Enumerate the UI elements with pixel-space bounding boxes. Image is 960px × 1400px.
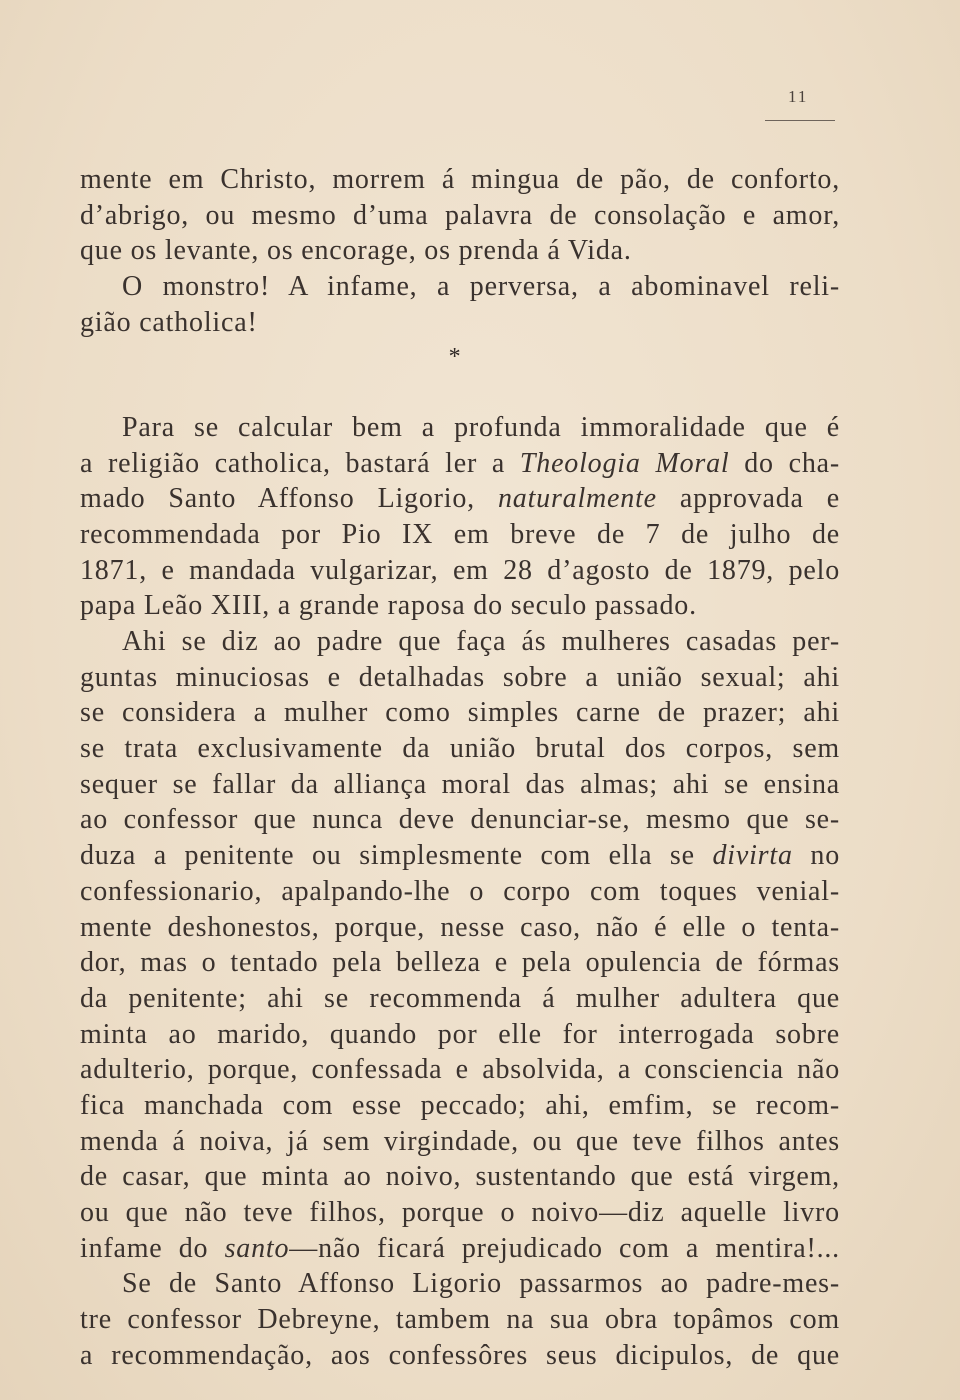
- italic-text: santo: [224, 1232, 290, 1264]
- text-line: adulterio, porque, confessada e absolvida, a consciencia não: [80, 1054, 840, 1086]
- paragraph: [80, 624, 840, 1266]
- text-line: 1871, e mandada vulgarizar, em 28 d’agosto de 1879, pelo: [80, 554, 840, 586]
- text-segment: do cha-: [729, 447, 840, 479]
- text-line: ou que não teve filhos, porque o noivo—diz aquelle livro: [80, 1197, 840, 1229]
- text-line: Para se calcular bem a profunda immoralidade que é: [122, 411, 840, 443]
- text-line: d’abrigo, ou mesmo d’uma palavra de consolação e amor,: [80, 199, 840, 231]
- page-number-rule: [765, 120, 835, 121]
- text-line: minta ao marido, quando por elle for interrogada sobre: [80, 1018, 840, 1050]
- text-segment: —não ficará prejudicado com a mentira!...: [289, 1232, 840, 1264]
- text-line: ao confessor que nunca deve denunciar-se, mesmo que se-: [80, 804, 840, 836]
- text-line: O monstro! A infame, a perversa, a abominavel reli-: [122, 271, 840, 303]
- text-segment: approvada e: [656, 483, 840, 515]
- paragraph: [80, 162, 840, 269]
- text-line: mente deshonestos, porque, nesse caso, não é elle o tenta-: [80, 911, 840, 943]
- text-line: da penitente; ahi se recommenda á mulher adultera que: [80, 982, 840, 1014]
- text-segment: a religião catholica, bastará ler a: [80, 447, 520, 479]
- text-line: sequer se fallar da alliança moral das almas; ahi se ensina: [80, 768, 840, 800]
- text-line: [80, 446, 840, 482]
- text-line: confessionario, apalpando-lhe o corpo com toques venial-: [80, 875, 840, 907]
- text-line: [80, 481, 840, 517]
- paragraph: [80, 1266, 840, 1373]
- text-line: gião catholica!: [80, 306, 258, 338]
- page-number: 11: [788, 87, 809, 106]
- text-line: guntas minuciosas e detalhadas sobre a união sexual; ahi: [80, 661, 840, 693]
- text-segment: no: [792, 840, 840, 872]
- text-line: Se de Santo Affonso Ligorio passarmos ao padre-mes-: [122, 1268, 840, 1300]
- text-line: a recommendação, aos confessôres seus dicipulos, de que: [80, 1339, 840, 1371]
- text-line: fica manchada com esse peccado; ahi, emfim, se recom-: [80, 1089, 840, 1121]
- text-line: se trata exclusivamente da união brutal dos corpos, sem: [80, 733, 840, 765]
- text-line: que os levante, os encorage, os prenda á Vida.: [80, 235, 632, 267]
- text-column: [80, 162, 840, 1373]
- paragraph: [80, 269, 840, 340]
- text-line: mente em Christo, morrem á mingua de pão, de conforto,: [80, 164, 840, 195]
- text-line: tre confessor Debreyne, tambem na sua obra topâmos com: [80, 1304, 840, 1336]
- text-segment: duza a penitente ou simplesmente com ella se: [80, 840, 713, 872]
- text-segment: infame do: [80, 1232, 225, 1264]
- text-line: papa Leão XIII, a grande raposa do seculo passado.: [80, 590, 697, 622]
- section-separator: *: [448, 344, 462, 371]
- text-line: de casar, que minta ao noivo, sustentando que está virgem,: [80, 1161, 840, 1193]
- text-segment: mado Santo Affonso Ligorio,: [80, 483, 498, 515]
- text-line: [80, 838, 840, 874]
- text-line: [80, 1231, 840, 1267]
- italic-text: naturalmente: [497, 483, 657, 515]
- italic-text: Theologia Moral: [519, 447, 730, 479]
- text-line: menda á noiva, já sem virgindade, ou que teve filhos antes: [80, 1125, 840, 1157]
- text-line: recommendada por Pio IX em breve de 7 de julho de: [80, 518, 840, 550]
- text-line: dor, mas o tentado pela belleza e pela opulencia de fórmas: [80, 947, 840, 979]
- text-line: Ahi se diz ao padre que faça ás mulheres casadas per-: [122, 626, 840, 658]
- paragraph: [80, 410, 840, 624]
- text-line: se considera a mulher como simples carne de prazer; ahi: [80, 697, 840, 729]
- italic-text: divirta: [712, 840, 793, 872]
